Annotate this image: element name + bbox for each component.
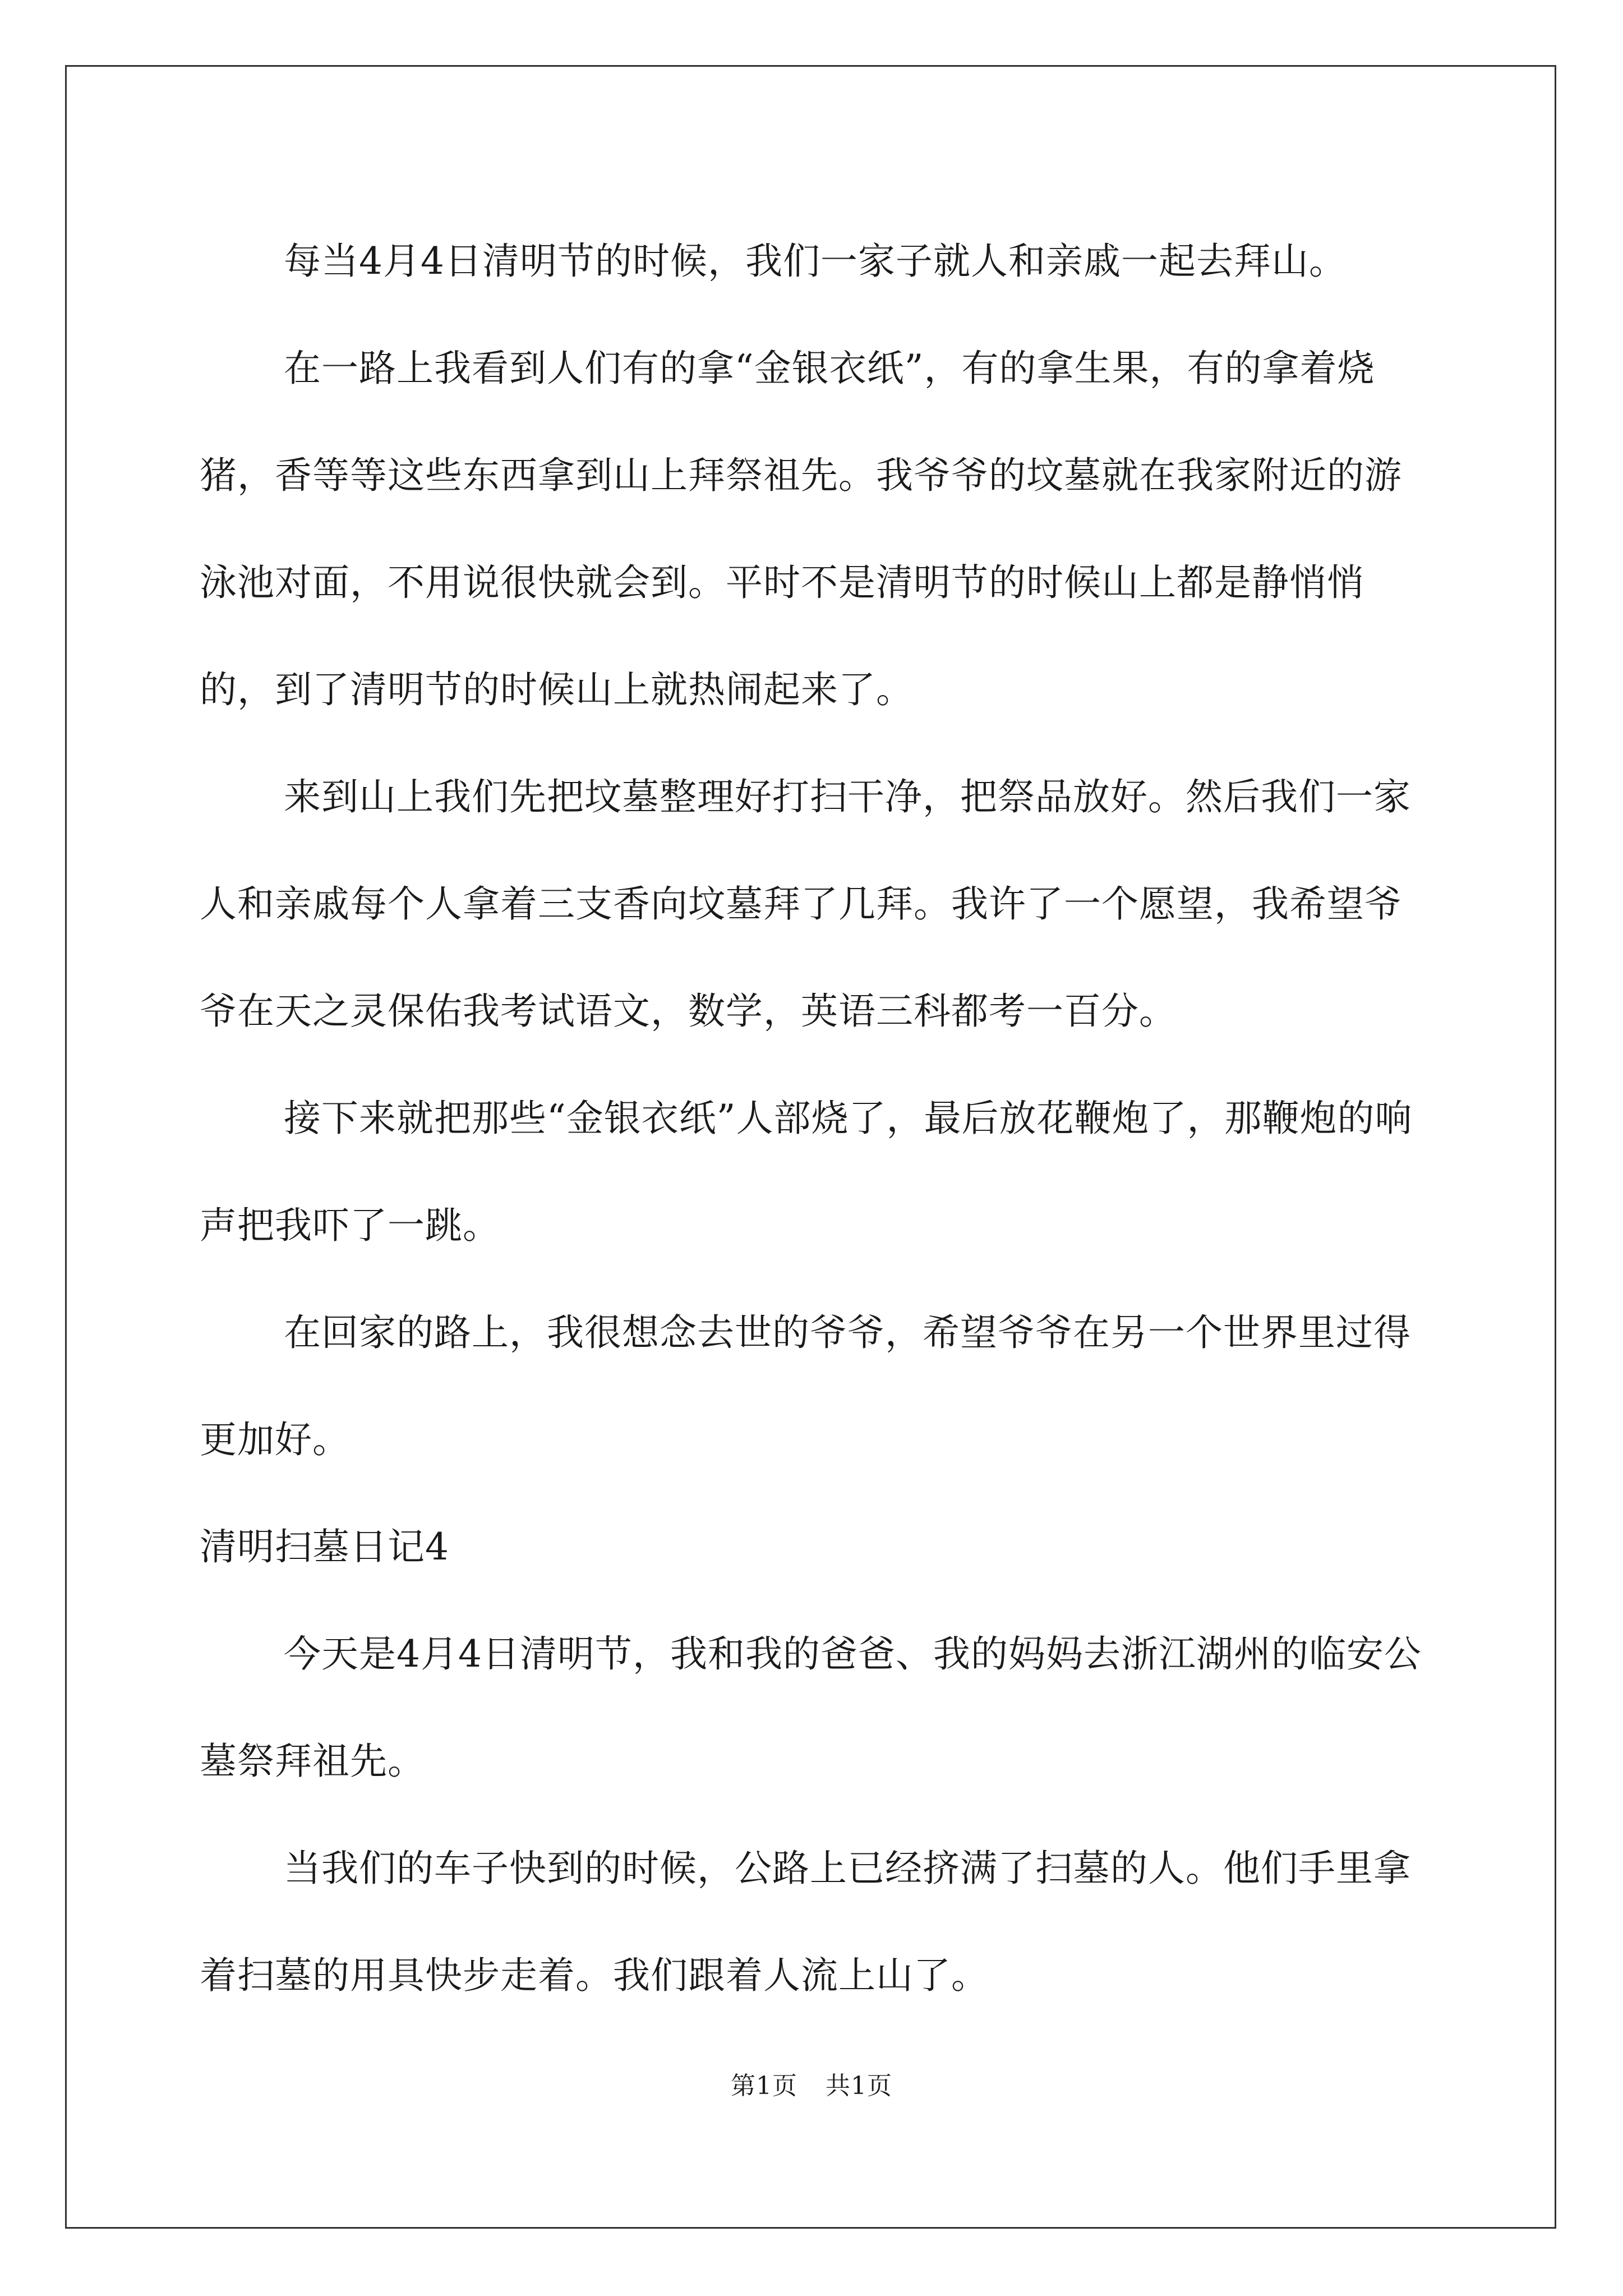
paragraph: 在回家的路上，我很想念去世的爷爷，希望爷爷在另一个世界里过得更加好。	[200, 1311, 1411, 1461]
page-number: 第1页	[731, 2072, 797, 2100]
paragraph: 当我们的车子快到的时候，公路上已经挤满了扫墓的人。他们手里拿着扫墓的用具快步走着。我们跟着人流上山了。	[200, 1847, 1411, 1997]
paragraph: 来到山上我们先把坟墓整理好打扫干净，把祭品放好。然后我们一家人和亲戚每个人拿着三支香向坟墓拜了几拜。我许了一个愿望，我希望爷爷在天之灵保佑我考试语文，数学，英语三科都考一百分。	[200, 775, 1411, 1033]
paragraph: 今天是4月4日清明节，我和我的爸爸、我的妈妈去浙江湖州的临安公墓祭拜祖先。	[200, 1632, 1422, 1783]
paragraph: 接下来就把那些“金银衣纸”人部烧了，最后放花鞭炮了，那鞭炮的响声把我吓了一跳。	[200, 1097, 1413, 1247]
page-total: 共1页	[826, 2072, 892, 2100]
document-body	[200, 208, 1428, 2029]
section-title: 清明扫墓日记4	[200, 1525, 449, 1568]
paragraph: 在一路上我看到人们有的拿“金银衣纸”，有的拿生果，有的拿着烧猪，香等等这些东西拿到山上拜祭祖先。我爷爷的坟墓就在我家附近的游泳池对面，不用说很快就会到。平时不是清明节的时候山上都是静悄悄的，到了清明节的时候山上就热闹起来了。	[200, 347, 1402, 711]
paragraph: 每当4月4日清明节的时候，我们一家子就人和亲戚一起去拜山。	[284, 240, 1347, 283]
page-footer	[0, 2065, 1623, 2101]
